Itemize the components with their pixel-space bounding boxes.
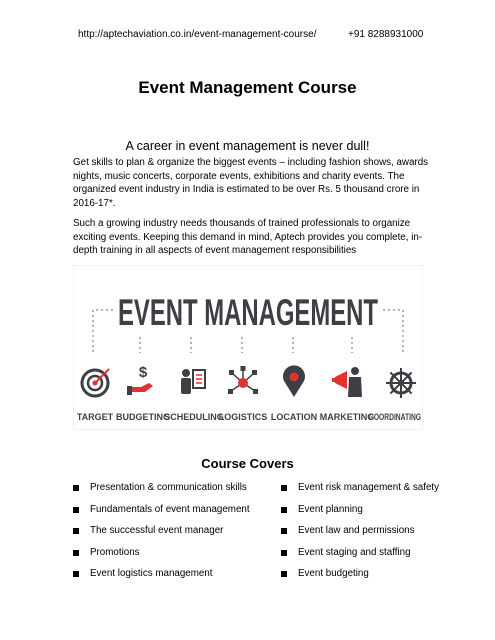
banner-label-scheduling: SCHEDULING [164,412,224,422]
list-item [73,568,250,590]
page-title: Event Management Course [138,78,357,97]
list-item [73,525,250,547]
square-bullet-icon [73,485,79,491]
list-item [73,504,250,526]
banner-label-target: TARGET [76,412,114,422]
square-bullet-icon [281,528,287,534]
list-item-label: Presentation & communication skills [90,482,247,493]
list-item [73,547,250,569]
list-item-label: Event law and permissions [298,525,415,536]
header-url[interactable]: http://aptechaviation.co.in/event-management-course/ [78,29,317,40]
list-item [281,482,439,504]
banner-label-marketing: MARKETING [319,412,375,422]
square-bullet-icon [73,528,79,534]
event-management-banner [73,265,423,430]
demand-paragraph: Such a growing industry needs thousands of trained professionals to organize exciting events. Keeping this demand in mind, Aptech provides you complete, in-depth training in all aspects of event management responsibilities [73,218,423,257]
square-bullet-icon [73,571,79,577]
banner-label-coordinating: COORDINATING [369,412,421,422]
square-bullet-icon [281,485,287,491]
list-item-label: The successful event manager [90,525,224,536]
square-bullet-icon [281,550,287,556]
tagline: A career in event management is never dull! [125,139,370,153]
list-item [281,547,439,569]
list-item-label: Promotions [90,546,140,558]
square-bullet-icon [73,550,79,556]
list-item-label: Event risk management & safety [298,482,440,493]
covers-list-left [73,482,250,590]
square-bullet-icon [73,507,79,513]
intro-paragraph: Get skills to plan & organize the biggest events – including fashion shows, awards nights, music concerts, corporate events, exhibitions and charity events. The organized event industry in India is estimated to be over Rs. 5 thousand crore in 2016-17*. [73,157,429,209]
list-item-label: Event budgeting [298,568,369,579]
list-item-label: Event staging and staffing [298,546,411,558]
helm-wheel-icon [386,368,416,398]
list-item-label: Fundamentals of event management [90,503,250,515]
covers-list-right [281,482,439,590]
list-item [281,525,439,547]
list-item-label: Event planning [298,503,363,515]
header-phone: +91 8288931000 [348,29,424,40]
banner-heading: EVENT MANAGEMENT [118,292,379,333]
banner-border [74,266,423,430]
banner-label-location: LOCATION [270,412,318,422]
course-covers-heading: Course Covers [201,456,294,471]
list-item [73,482,250,504]
list-item [281,568,439,590]
list-item-label: Event logistics management [90,568,213,579]
banner-label-logistics: LOGISTICS [218,412,268,422]
svg-text:$: $ [138,364,148,381]
square-bullet-icon [281,571,287,577]
square-bullet-icon [281,507,287,513]
banner-label-budgeting: BUDGETING [116,412,170,422]
banner-graphic [73,265,423,430]
list-item [281,504,439,526]
